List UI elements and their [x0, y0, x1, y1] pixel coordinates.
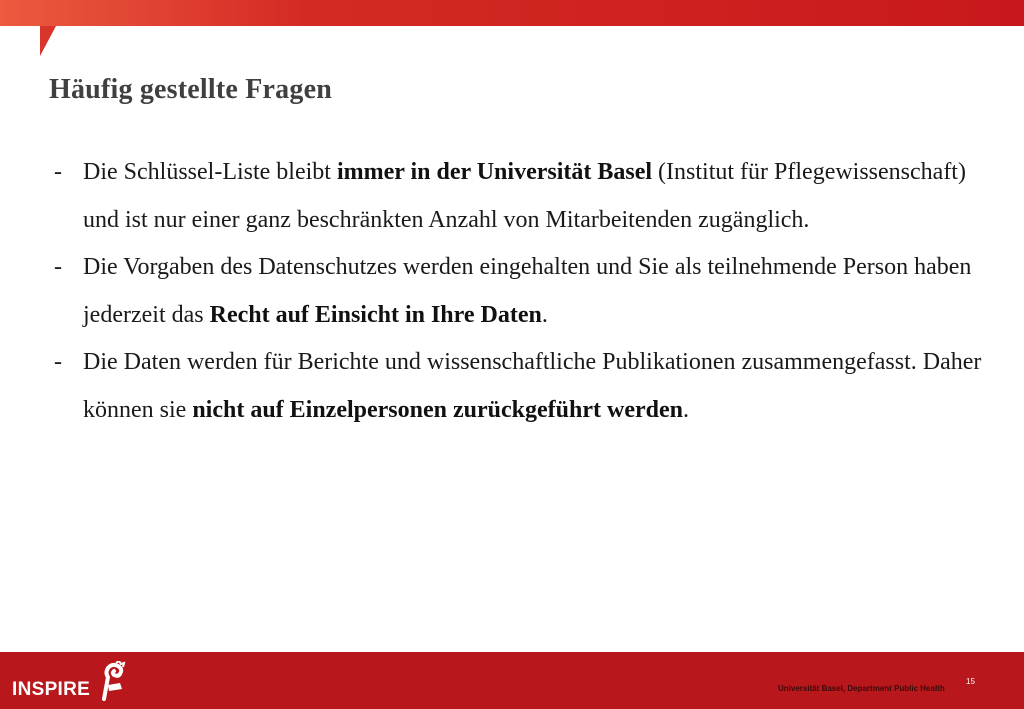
bullet-text: .: [682, 396, 689, 423]
slide-title: Häufig gestellte Fragen: [49, 74, 332, 105]
bullet-emphasis: Recht auf Einsicht in Ihre Daten: [209, 301, 542, 328]
bullet-list: [50, 149, 990, 434]
basel-crozier-icon: [96, 661, 130, 701]
inspire-logo: [12, 661, 132, 705]
bullet-item: [50, 339, 990, 434]
bullet-text: Die Daten werden für Berichte und wissenschaftliche Publikationen zusammengefasst. Daher können sie: [83, 349, 982, 423]
bullet-item: [50, 244, 990, 339]
bullet-marker: -: [54, 254, 62, 280]
bullet-emphasis: immer in der Universität Basel: [336, 159, 653, 185]
bullet-marker: -: [54, 159, 62, 185]
bullet-text: Die Vorgaben des Datenschutzes werden eingehalten und Sie als teilnehmende Person haben jederzeit das: [83, 254, 972, 328]
page-number: 15: [966, 677, 975, 686]
top-accent-tab: [40, 26, 56, 56]
footer-affiliation: Universität Basel, Department Public Health: [778, 684, 945, 693]
bullet-item: [50, 149, 990, 244]
bullet-marker: -: [54, 349, 62, 375]
bullet-text: .: [541, 301, 548, 328]
bullet-text: Die Schlüssel-Liste bleibt: [83, 159, 337, 185]
bullet-text: (Institut für Pflegewissenschaft) und ist nur einer ganz beschränkten Anzahl von Mitarbeitenden zugänglich.: [83, 159, 966, 233]
bullet-emphasis: nicht auf Einzelpersonen zurückgeführt werden: [192, 396, 683, 423]
footer-bar: [0, 652, 1024, 709]
logo-text: INSPIRE: [12, 679, 91, 700]
top-accent-bar: [0, 0, 1024, 26]
